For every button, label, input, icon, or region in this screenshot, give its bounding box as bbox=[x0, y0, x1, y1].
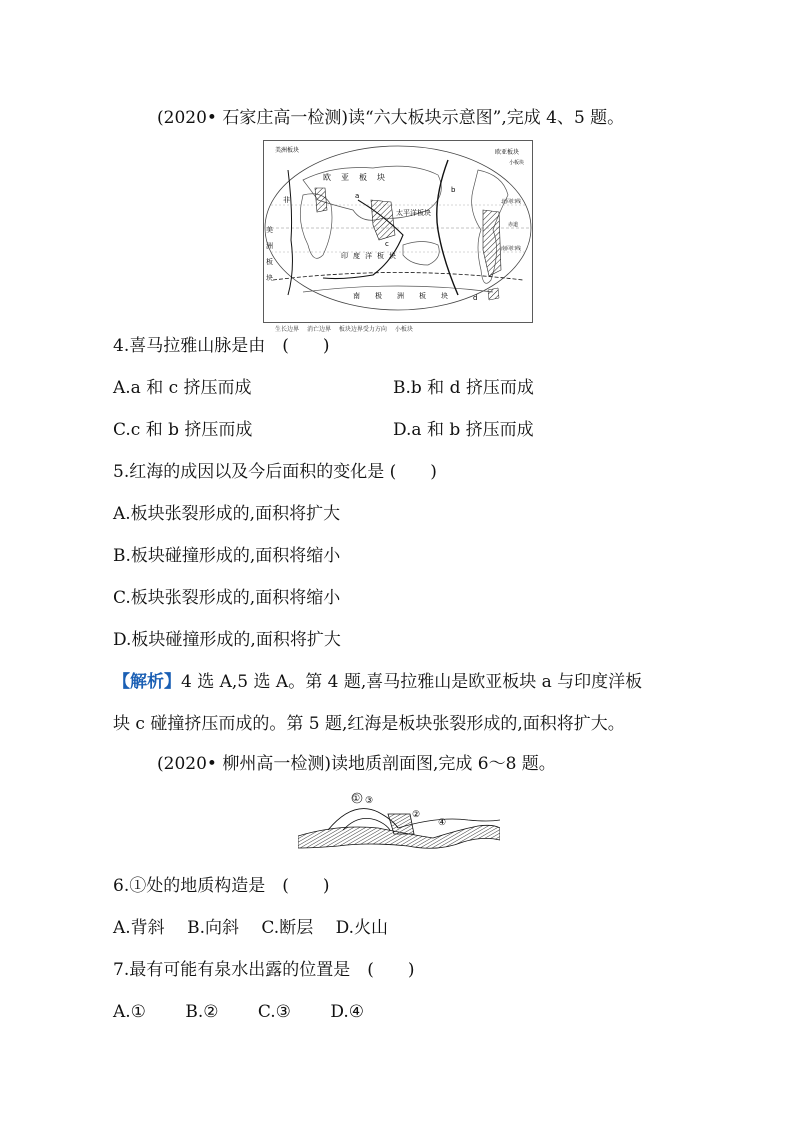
q7-options: A.① B.② C.③ D.④ bbox=[113, 1002, 364, 1022]
label-top-left: 美洲板块 bbox=[275, 147, 300, 154]
q5-option-b: B.板块碰撞形成的,面积将缩小 bbox=[113, 546, 341, 566]
label-america-1: 美 bbox=[266, 226, 273, 234]
label-letter-d: d bbox=[473, 294, 478, 302]
plate-map bbox=[263, 140, 533, 323]
label-america-2: 洲 bbox=[266, 242, 273, 250]
map-legend bbox=[275, 324, 525, 333]
legend-item-1: 生长边界 bbox=[275, 326, 300, 333]
marker-4: ④ bbox=[438, 818, 447, 828]
label-indian-3: 洋 bbox=[365, 252, 372, 260]
label-equator: 赤道 bbox=[508, 222, 519, 228]
marker-1: ① bbox=[352, 794, 361, 804]
q6-options: A.背斜 B.向斜 C.断层 D.火山 bbox=[113, 918, 389, 938]
label-antarctic-4: 板 bbox=[419, 292, 426, 300]
label-tropic-n: 北回归线 bbox=[501, 199, 522, 205]
label-letter-c: c bbox=[385, 240, 389, 248]
q4-option-a: A.a 和 c 挤压而成 bbox=[113, 378, 252, 398]
analysis-tag: 【解析】 bbox=[113, 672, 181, 692]
label-top-right: 欧亚板块 bbox=[495, 149, 520, 156]
label-antarctic-2: 极 bbox=[375, 292, 382, 300]
q5-stem: 5.红海的成因以及今后面积的变化是 ( ) bbox=[113, 462, 437, 482]
q7-stem: 7.最有可能有泉水出露的位置是 ( ) bbox=[113, 960, 415, 980]
small-plate-red-sea bbox=[315, 188, 327, 212]
intro-q4-5: (2020• 石家庄高一检测)读“六大板块示意图”,完成 4、5 题。 bbox=[157, 108, 625, 128]
label-indian-2: 度 bbox=[353, 252, 360, 260]
q4-option-b: B.b 和 d 挤压而成 bbox=[393, 378, 534, 398]
label-indian-1: 印 bbox=[341, 252, 348, 260]
legend-item-4: 小板块 bbox=[394, 326, 413, 333]
label-america-3: 板 bbox=[266, 258, 273, 266]
label-antarctic-1: 南 bbox=[353, 292, 360, 300]
label-america-4: 块 bbox=[266, 274, 273, 282]
q5-option-d: D.板块碰撞形成的,面积将扩大 bbox=[113, 630, 341, 650]
label-antarctic-3: 洲 bbox=[397, 292, 404, 300]
q6-stem: 6.①处的地质构造是 ( ) bbox=[113, 876, 330, 896]
legend-item-2: 消亡边界 bbox=[306, 326, 331, 333]
q5-option-a: A.板块张裂形成的,面积将扩大 bbox=[113, 504, 341, 524]
analysis-text-1: 4 选 A,5 选 A。第 4 题,喜马拉雅山是欧亚板块 a 与印度洋板 bbox=[181, 672, 643, 692]
small-plate-corner bbox=[488, 288, 499, 300]
label-letter-a: a bbox=[355, 192, 360, 200]
analysis-line-2: 块 c 碰撞挤压而成的。第 5 题,红海是板块张裂形成的,面积将扩大。 bbox=[113, 714, 625, 734]
label-africa-1: 非 bbox=[283, 196, 290, 204]
label-tropic-s: 南回归线 bbox=[501, 246, 522, 252]
label-antarctic-5: 块 bbox=[441, 292, 448, 300]
analysis-line-1 bbox=[113, 670, 642, 694]
label-eurasia-1: 欧 bbox=[323, 173, 331, 182]
label-indian-4: 板 bbox=[377, 252, 384, 260]
label-pacific: 太平洋板块 bbox=[396, 209, 431, 217]
q4-option-c: C.c 和 b 挤压而成 bbox=[113, 420, 253, 440]
marker-3: ③ bbox=[365, 796, 374, 806]
label-indian-5: 块 bbox=[389, 252, 396, 260]
q4-option-d: D.a 和 b 挤压而成 bbox=[393, 420, 534, 440]
intro-q6-8: (2020• 柳州高一检测)读地质剖面图,完成 6～8 题。 bbox=[157, 754, 556, 774]
marker-2: ② bbox=[412, 810, 421, 820]
label-eurasia-2: 亚 bbox=[341, 173, 349, 182]
label-eurasia-4: 块 bbox=[377, 173, 385, 182]
label-letter-b: b bbox=[451, 186, 456, 194]
legend-item-3: 板块边界受力方向 bbox=[338, 326, 387, 333]
label-eurasia-3: 板 bbox=[359, 173, 367, 182]
label-small-plate: 小板块 bbox=[509, 160, 525, 166]
q5-option-c: C.板块张裂形成的,面积将缩小 bbox=[113, 588, 341, 608]
geologic-section bbox=[298, 790, 500, 860]
q4-stem: 4.喜马拉雅山脉是由 ( ) bbox=[113, 336, 330, 356]
